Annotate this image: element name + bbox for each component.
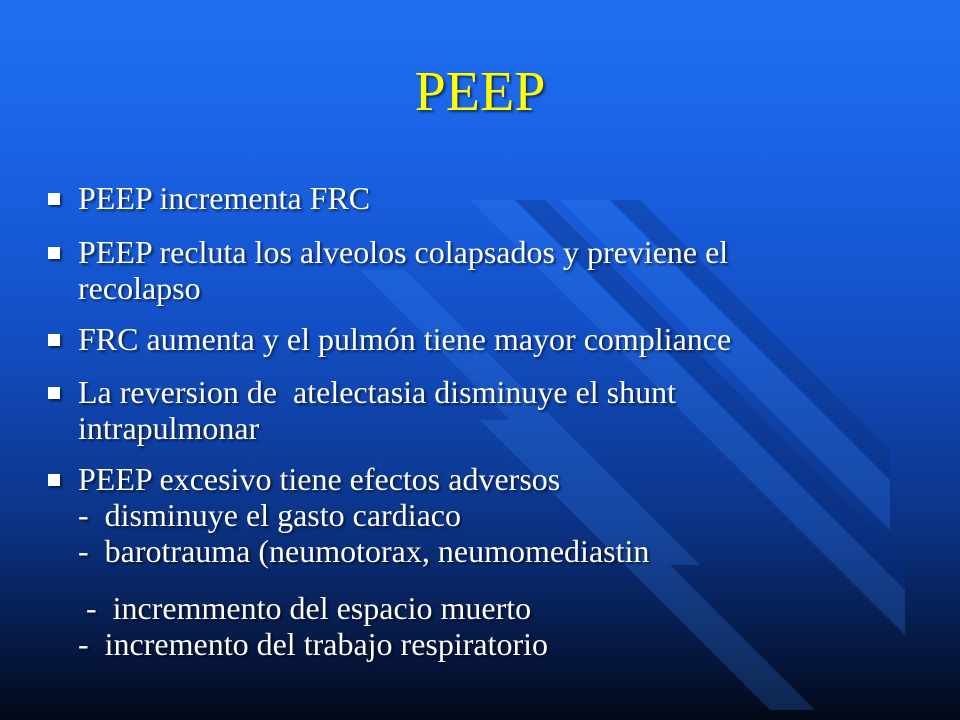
bullet-text: - incremmento del espacio muerto [78, 590, 532, 626]
bullet-text: La reversion de atelectasia disminuye el shunt [78, 374, 677, 410]
bullet-text: PEEP recluta los alveolos colapsados y previene el [78, 234, 729, 270]
bullet-text: FRC aumenta y el pulmón tiene mayor compliance [78, 321, 732, 357]
bullet-item [78, 180, 918, 216]
square-bullet-icon [48, 474, 60, 486]
bullet-text: PEEP excesivo tiene efectos adversos [78, 461, 561, 497]
bullet-item [78, 374, 918, 446]
bullet-text: PEEP incrementa FRC [78, 180, 371, 216]
square-bullet-icon [48, 387, 60, 399]
slide-title: PEEP [414, 61, 546, 123]
bullet-text: intrapulmonar [78, 410, 260, 446]
bullet-item [78, 234, 918, 306]
continuation-text [78, 590, 918, 662]
bullet-item [78, 321, 918, 357]
bullet-text: - disminuye el gasto cardiaco [78, 497, 461, 533]
bullet-item [78, 461, 918, 569]
square-bullet-icon [48, 193, 60, 205]
bullet-text: recolapso [78, 270, 201, 306]
square-bullet-icon [48, 247, 60, 259]
square-bullet-icon [48, 334, 60, 346]
bullet-text: - incremento del trabajo respiratorio [78, 626, 549, 662]
bullet-text: - barotrauma (neumotorax, neumomediastin [78, 533, 650, 569]
